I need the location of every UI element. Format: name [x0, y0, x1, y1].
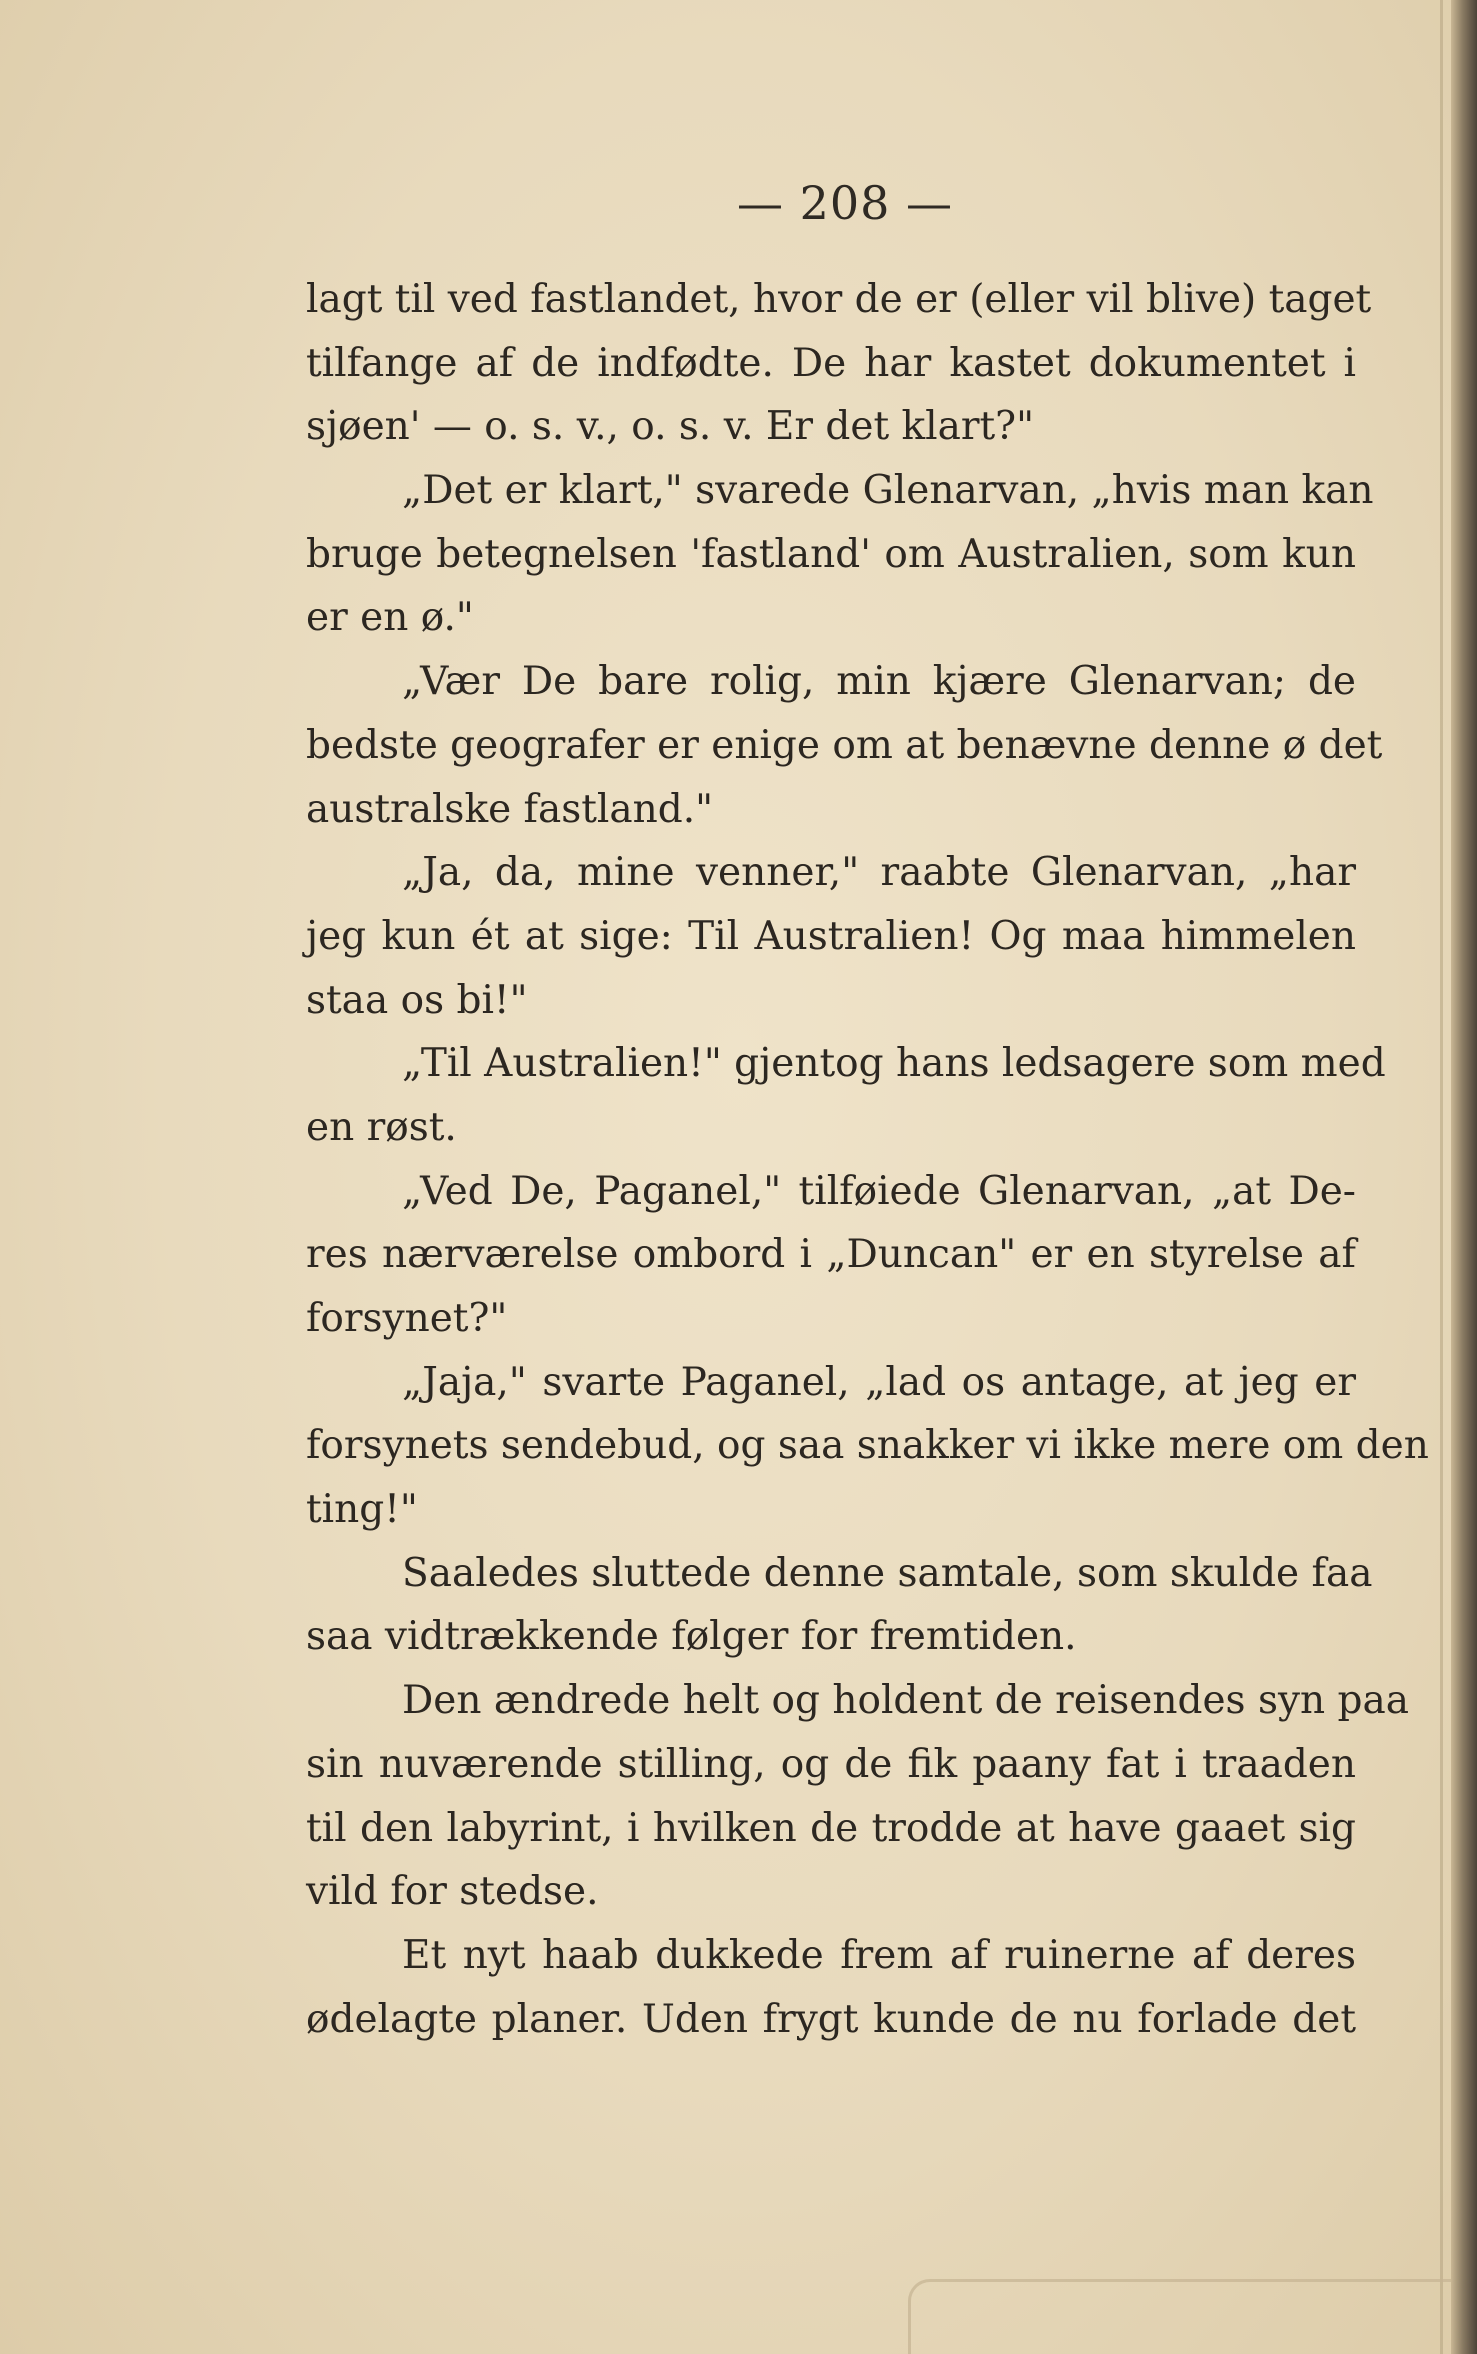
text-line: ødelagte planer. Uden frygt kunde de nu forlade det [306, 1996, 1356, 2042]
text-line: „Ved De, Paganel," tilføiede Glenarvan, „at De- [402, 1168, 1356, 1214]
text-line: lagt til ved fastlandet, hvor de er (eller vil blive) taget [306, 277, 1372, 322]
text-line: en røst. [306, 1104, 457, 1150]
text-line: tilfange af de indfødte. De har kastet dokumentet i [306, 340, 1356, 386]
text-line: Den ændrede helt og holdent de reisendes syn paa [402, 1678, 1409, 1724]
text-line: „Ja, da, mine venner," raabte Glenarvan, „har [402, 850, 1356, 896]
book-spine-edge [1451, 0, 1477, 2354]
text-line: forsynet?" [306, 1296, 508, 1341]
text-line: Et nyt haab dukkede frem af ruinerne af deres [402, 1932, 1356, 1978]
text-line: bruge betegnelsen 'fastland' om Australien, som kun [306, 531, 1356, 577]
text-line: „Vær De bare rolig, min kjære Glenarvan; de [402, 659, 1356, 705]
text-line: jeg kun ét at sige: Til Australien! Og maa himmelen [306, 913, 1356, 959]
page-corner-fold [908, 2279, 1451, 2354]
binding-shadow-line [1440, 0, 1443, 2354]
text-line: „Til Australien!" gjentog hans ledsagere som med [402, 1041, 1386, 1087]
text-line: staa os bi!" [306, 977, 528, 1023]
body-text [306, 268, 1429, 2051]
text-line: „Jaja," svarte Paganel, „lad os antage, at jeg er [402, 1359, 1356, 1405]
text-line: Saaledes sluttede denne samtale, som skulde faa [402, 1550, 1373, 1596]
text-line: til den labyrint, i hvilken de trodde at have gaaet sig [306, 1805, 1356, 1851]
text-line: australske fastland." [306, 786, 714, 832]
text-line: vild for stedse. [306, 1869, 599, 1915]
text-line: forsynets sendebud, og saa snakker vi ikke mere om den [306, 1423, 1429, 1469]
text-line: „Det er klart," svarede Glenarvan, „hvis man kan [402, 468, 1374, 514]
text-line: er en ø." [306, 595, 474, 641]
page-number: — 208 — [736, 176, 954, 230]
text-line: sjøen' — o. s. v., o. s. v. Er det klart?" [306, 404, 1035, 450]
text-line: sin nuværende stilling, og de fik paany fat i traaden [306, 1741, 1356, 1787]
text-line: bedste geografer er enige om at benævne denne ø det [306, 722, 1383, 768]
text-line: ting!" [306, 1487, 418, 1533]
text-line: res nærværelse ombord i „Duncan" er en styrelse af [306, 1232, 1356, 1278]
text-line: saa vidtrækkende følger for fremtiden. [306, 1614, 1077, 1660]
